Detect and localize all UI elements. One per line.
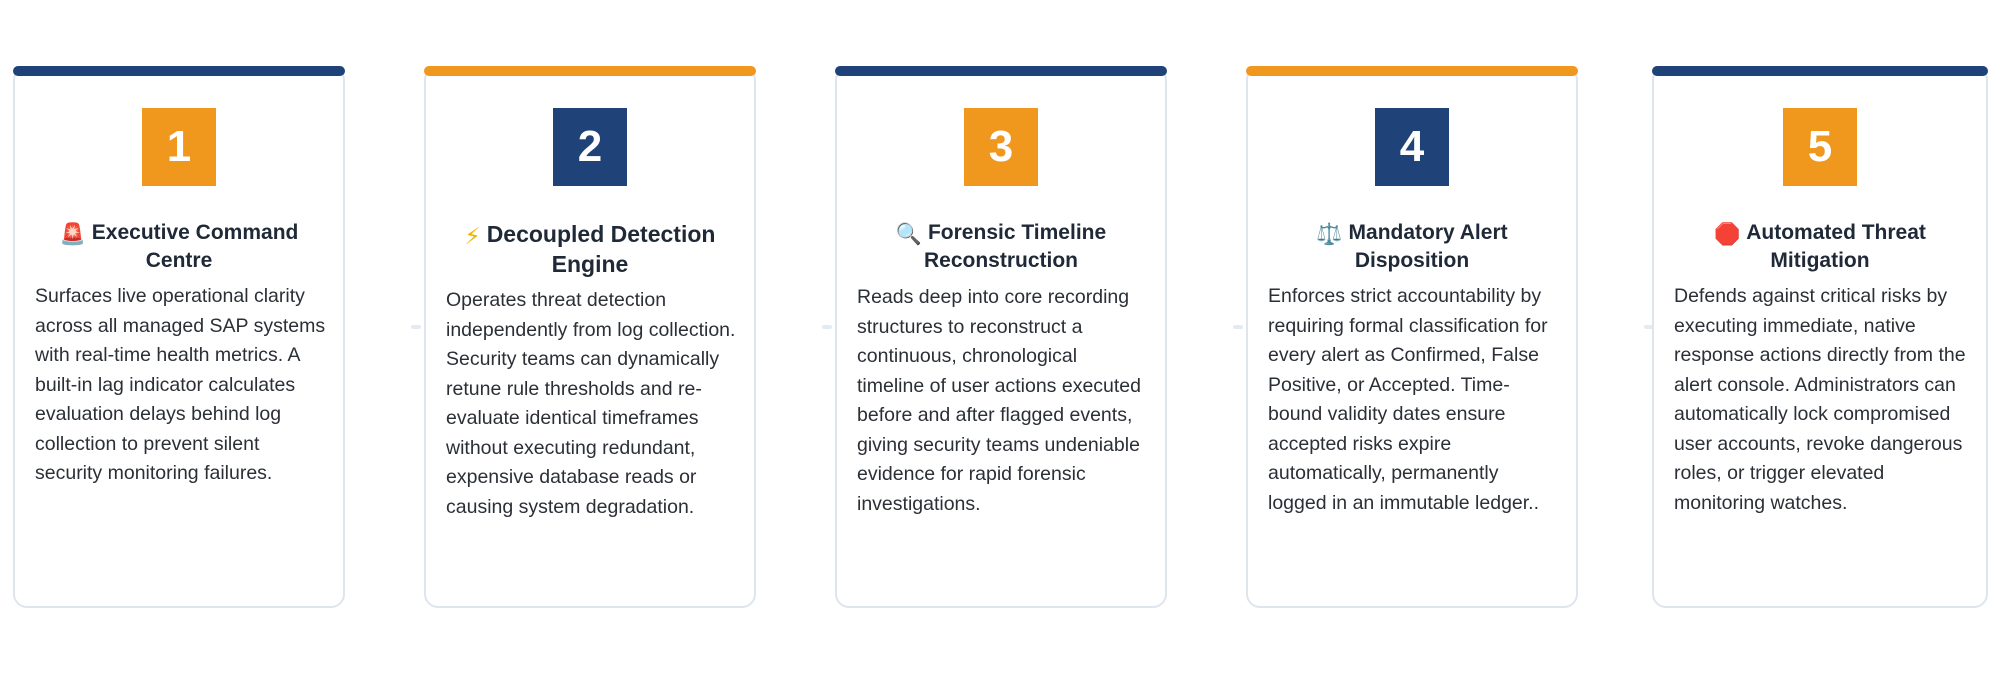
card-accent-bar: [1246, 66, 1578, 76]
scales-icon: ⚖️: [1316, 223, 1343, 246]
lightning-icon: ⚡: [464, 223, 481, 249]
siren-icon: 🚨: [59, 223, 86, 246]
step-description: Surfaces live operational clarity across all managed SAP systems with real-time health metrics. A built-in lag indicator calculates evaluation delays behind log collection to prevent silent security monitoring failures.: [35, 285, 326, 484]
step-description: Enforces strict accountability by requiring formal classification for every alert as Confirmed, False Positive, or Accepted. Time-bound validity dates ensure accepted risks expire automatically, permanently logged in an immutable ledger..: [1268, 285, 1548, 514]
step-title-text: Mandatory Alert Disposition: [1348, 221, 1508, 272]
step-card-3: [835, 66, 1167, 608]
magnifier-icon: 🔍: [895, 223, 922, 246]
card-accent-bar: [13, 66, 345, 76]
connector-3-4: [1233, 325, 1243, 329]
card-accent-bar: [424, 66, 756, 76]
step-title: [1270, 220, 1554, 274]
step-description: Reads deep into core recording structures to reconstruct a continuous, chronological timeline of user actions executed before and after flagged events, giving security teams undeniable evidence for rapid forensic investigations.: [857, 286, 1141, 515]
step-title-text: Automated Threat Mitigation: [1746, 221, 1926, 272]
step-title: [859, 220, 1143, 274]
step-title: [37, 220, 321, 274]
step-title: [1676, 220, 1964, 274]
step-description: Defends against critical risks by executing immediate, native response actions directly from the alert console. Administrators can automatically lock compromised user accounts, revoke dangerous roles, or trigger elevated monitoring watches.: [1674, 285, 1966, 514]
step-title-text: Executive Command Centre: [91, 221, 299, 272]
step-title: [448, 220, 732, 278]
step-card-5: [1652, 66, 1988, 608]
card-accent-bar: [1652, 66, 1988, 76]
step-number-badge: 4: [1375, 108, 1449, 186]
step-card-1: [13, 66, 345, 608]
step-title-text: Decoupled Detection Engine: [486, 221, 716, 277]
step-description: Operates threat detection independently from log collection. Security teams can dynamically retune rule thresholds and re-evaluate identical timeframes without executing redundant, expensive database reads or causing system degradation.: [446, 289, 736, 518]
stop-sign-icon: 🛑: [1714, 223, 1741, 246]
connector-1-2: [411, 325, 421, 329]
step-title-text: Forensic Timeline Reconstruction: [923, 221, 1107, 272]
step-card-2: [424, 66, 756, 608]
step-card-4: [1246, 66, 1578, 608]
connector-2-3: [822, 325, 832, 329]
card-accent-bar: [835, 66, 1167, 76]
step-number-badge: 3: [964, 108, 1038, 186]
step-number-badge: 1: [142, 108, 216, 186]
step-number-badge: 5: [1783, 108, 1857, 186]
step-number-badge: 2: [553, 108, 627, 186]
